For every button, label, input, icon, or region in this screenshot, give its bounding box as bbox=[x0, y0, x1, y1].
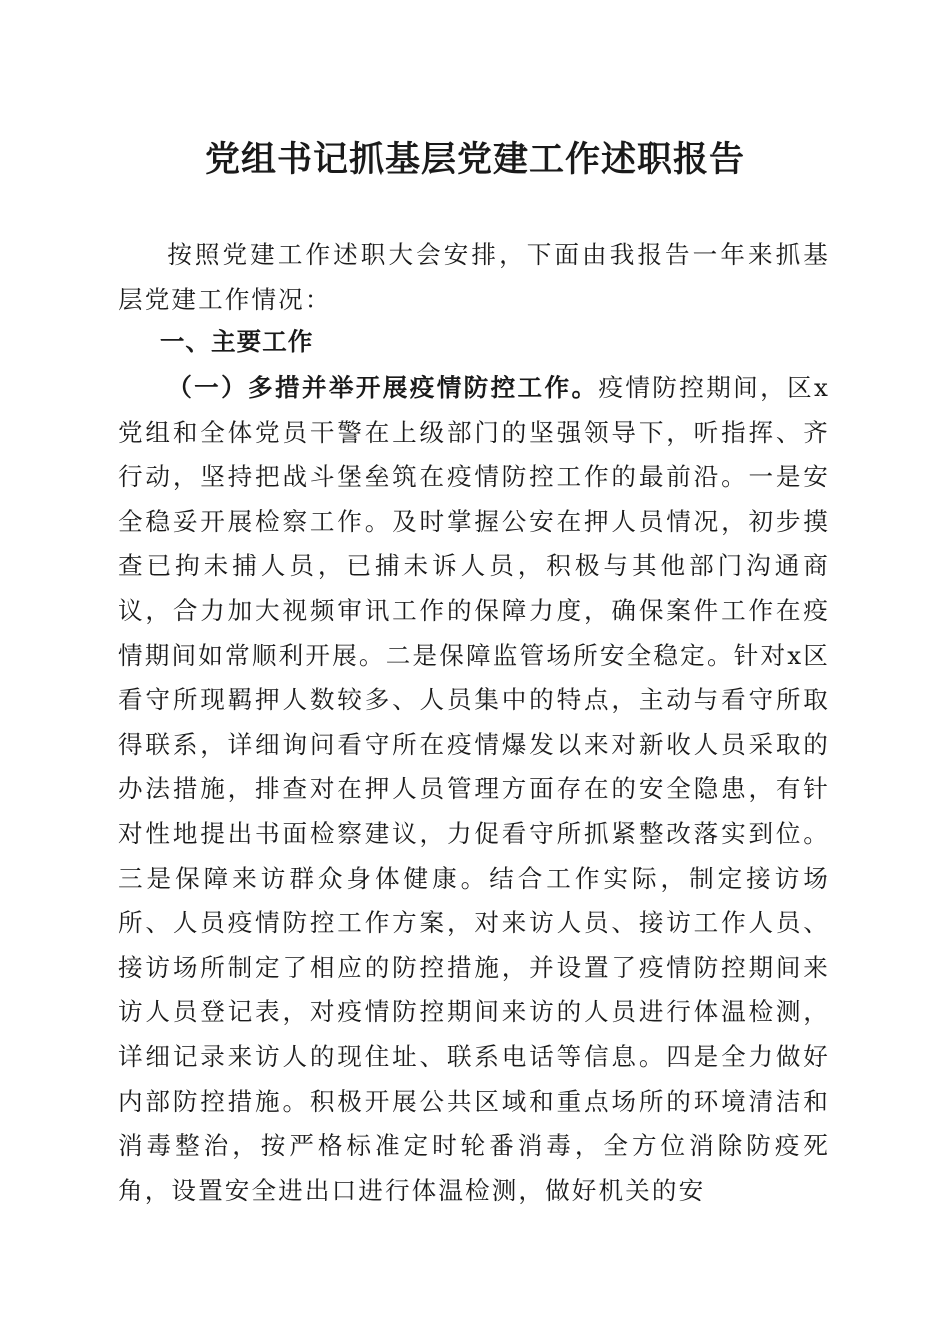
section-1-paragraph bbox=[118, 366, 830, 1213]
intro-paragraph: 按照党建工作述职大会安排，下面由我报告一年来抓基层党建工作情况： bbox=[118, 240, 830, 314]
paragraph-body: 疫情防控期间，区x党组和全体党员干警在上级部门的坚强领导下，听指挥、齐行动，坚持把战斗堡垒筑在疫情防控工作的最前沿。一是安全稳妥开展检察工作。及时掌握公安在押人员情况，初步摸查已拘未捕人员，已捕未诉人员，积极与其他部门沟通商议，合力加大视频审讯工作的保障力度，确保案件工作在疫情期间如常顺利开展。二是保障监管场所安全稳定。针对x区看守所现羁押人数较多、人员集中的特点，主动与看守所取得联系，详细询问看守所在疫情爆发以来对新收人员采取的办法措施，排查对在押人员管理方面存在的安全隐患，有针对性地提出书面检察建议，力促看守所抓紧整改落实到位。三是保障来访群众身体健康。结合工作实际，制定接访场所、人员疫情防控工作方案，对来访人员、接访工作人员、接访场所制定了相应的防控措施，并设置了疫情防控期间来访人员登记表，对疫情防控期间来访的人员进行体温检测，详细记录来访人的现住址、联系电话等信息。四是全力做好内部防控措施。积极开展公共区域和重点场所的环境清洁和消毒整治，按严格标准定时轮番消毒，全方位消除防疫死角，设置安全进出口进行体温检测，做好机关的安 bbox=[118, 373, 830, 1205]
section-heading-main-work: 一、主要工作 bbox=[159, 327, 314, 356]
document-title: 党组书记抓基层党建工作述职报告 bbox=[204, 139, 745, 180]
subsection-heading: （一）多措并举开展疫情防控工作。 bbox=[167, 373, 599, 402]
